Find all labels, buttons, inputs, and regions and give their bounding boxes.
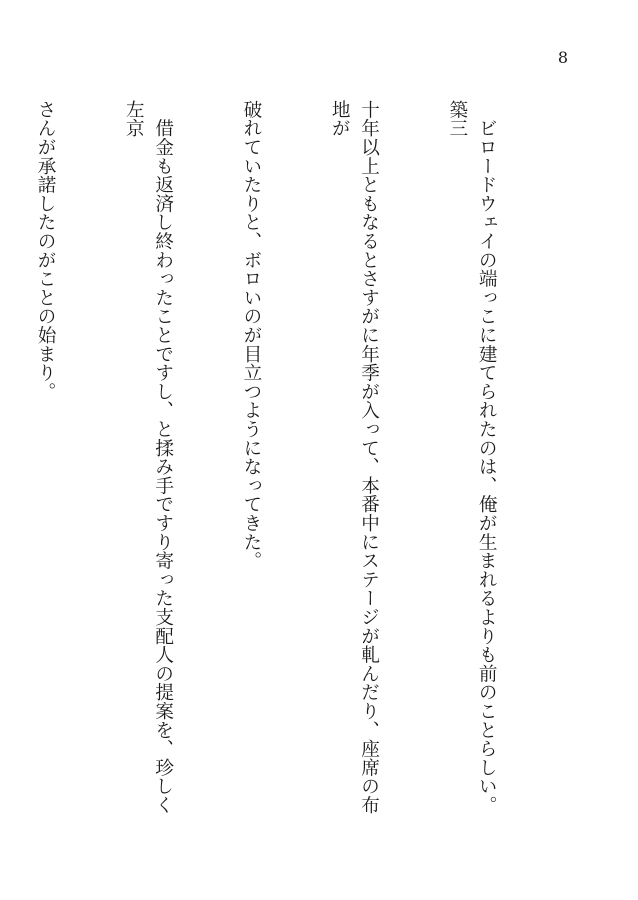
text-line: 十年以上ともなるとさすがに年季が入って、本番中にステージが軋んだり、座席の布地が [329, 100, 380, 815]
page-number: 8 [557, 48, 568, 67]
text-line: 借金も返済し終わったことですし、と揉み手ですり寄った支配人の提案を、珍しく左京 [123, 100, 174, 815]
text-line: さんが承諾したのがことの始まり。 [35, 100, 57, 401]
body-text [0, 100, 560, 820]
text-line: ビロードウェイの端っこに建てられたのは、俺が生まれるよりも前のことらしい。築三 [446, 100, 498, 815]
text-line: 破れていたりと、ボロいのが目立つようになってきた。 [240, 100, 262, 570]
